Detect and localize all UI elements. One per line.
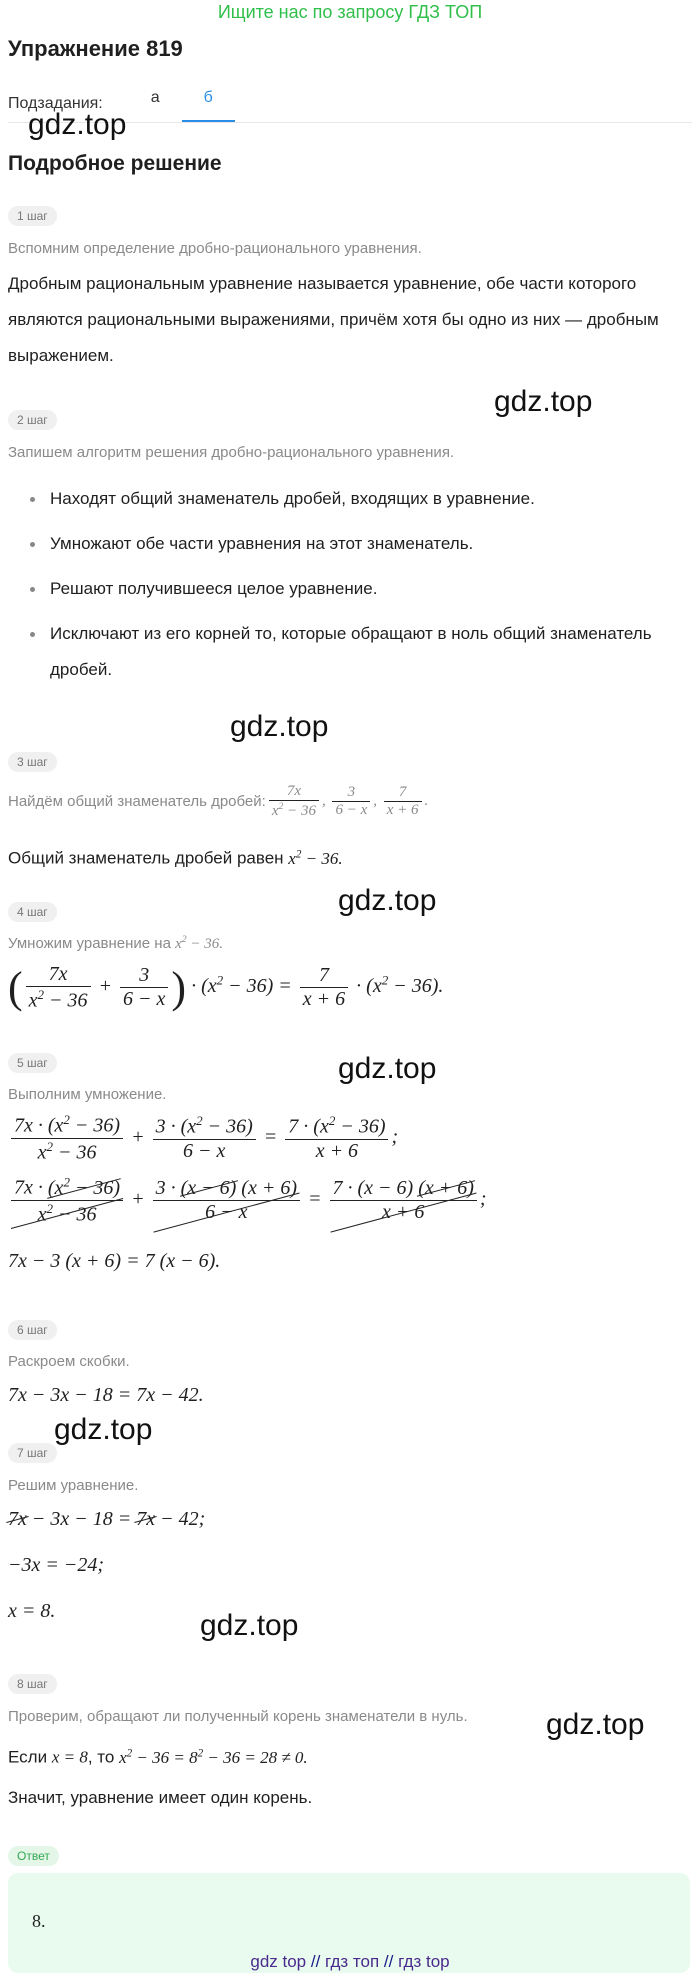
equation: $\frac{7x \cdot (x^2 - 36)}{x^2 - 36}$ + $\frac{3 \cdot (x - 6) (x + 6)}{6 - x}$ = $\frac{7 \cdot (x - 6) (x + 6)}{x + 6}$ ; xyxy=(8,1174,487,1226)
conclusion-text: Значит, уравнение имеет один корень. xyxy=(8,1788,313,1807)
list-item: Умножают обе части уравнения на этот знаменатель. xyxy=(8,526,688,562)
footer-separator: // xyxy=(383,1952,394,1971)
watermark: gdz.top xyxy=(54,1413,153,1446)
algorithm-list xyxy=(8,481,688,697)
watermark: gdz.top xyxy=(338,884,437,917)
equation: x = 8. xyxy=(8,1600,56,1622)
equation: ( $\frac{7x}{x^2 - 36}$ + $\frac{3}{6 - x}$ ) · $(x^2 - 36)$ = $\frac{7}{x + 6}$ · $(x^2 - 36)$. xyxy=(8,962,444,1012)
equation: 7x − 3 (x + 6) = 7 (x − 6). xyxy=(8,1250,221,1272)
step-badge: 3 шаг xyxy=(8,752,57,772)
step-hint: Вспомним определение дробно-рационального уравнения. xyxy=(8,240,422,257)
step-hint: Умножим уравнение на $x^2 - 36$. xyxy=(8,934,224,952)
list-item: Находят общий знаменатель дробей, входящих в уравнение. xyxy=(8,481,688,517)
watermark: gdz.top xyxy=(338,1052,437,1085)
list-item: Решают получившееся целое уравнение. xyxy=(8,571,688,607)
step-text: Дробным рациональным уравнение называется уравнение, обе части которого являются рациональными выражениями, причём хотя бы одно из них — дробным выражением. xyxy=(8,274,659,365)
watermark: gdz.top xyxy=(28,108,127,141)
watermark: gdz.top xyxy=(546,1708,645,1741)
page-title: Упражнение 819 xyxy=(8,36,183,61)
footer-links xyxy=(0,1952,700,1972)
step-hint: Найдём общий знаменатель дробей: $\frac{7x}{x^2 - 36}$ , $\frac{3}{6 - x}$ , $\frac{7}{x + 6}$ . xyxy=(8,783,429,819)
list-item: Исключают из его корней то, которые обращают в ноль общий знаменатель дробей. xyxy=(8,616,688,688)
step-badge: 7 шаг xyxy=(8,1443,57,1463)
step-text: Если x = 8, то $x^2 - 36 = 8^2 - 36 = 28 \ne 0$. xyxy=(8,1747,308,1767)
tab-b[interactable]: б xyxy=(182,86,235,122)
watermark: gdz.top xyxy=(494,385,593,418)
footer-link[interactable]: гдз топ xyxy=(325,1952,380,1971)
step-text: Общий знаменатель дробей равен $x^2 - 36$. xyxy=(8,848,343,868)
step-hint: Выполним умножение. xyxy=(8,1086,167,1103)
equation: 7x − 3x − 18 = 7x − 42; xyxy=(8,1508,206,1530)
watermark: gdz.top xyxy=(200,1609,299,1642)
answer-badge: Ответ xyxy=(8,1846,59,1866)
step-badge: 4 шаг xyxy=(8,902,57,922)
equation: −3x = −24; xyxy=(8,1554,105,1576)
footer-link[interactable]: gdz top xyxy=(250,1952,307,1971)
step-badge: 6 шаг xyxy=(8,1320,57,1340)
section-title: Подробное решение xyxy=(8,152,222,175)
footer-separator: // xyxy=(310,1952,321,1971)
answer-value: 8. xyxy=(32,1911,46,1931)
watermark: gdz.top xyxy=(230,710,329,743)
step-badge: 5 шаг xyxy=(8,1053,57,1073)
top-banner: Ищите нас по запросу ГДЗ ТОП xyxy=(217,2,483,22)
step-badge: 8 шаг xyxy=(8,1674,57,1694)
footer-link[interactable]: гдз top xyxy=(398,1952,450,1971)
tab-a[interactable]: а xyxy=(150,89,160,106)
equation: 7x − 3x − 18 = 7x − 42. xyxy=(8,1384,204,1406)
step-hint: Раскроем скобки. xyxy=(8,1353,130,1370)
step-hint: Запишем алгоритм решения дробно-рационального уравнения. xyxy=(8,444,455,461)
step-hint: Проверим, обращают ли полученный корень знаменатели в нуль. xyxy=(8,1708,468,1725)
subtasks-label: Подзадания: xyxy=(8,95,103,112)
equation: $\frac{7x \cdot (x^2 - 36)}{x^2 - 36}$ + $\frac{3 \cdot (x^2 - 36)}{6 - x}$ = $\frac{7 \cdot (x^2 - 36)}{x + 6}$ ; xyxy=(8,1112,398,1164)
step-badge: 1 шаг xyxy=(8,206,57,226)
step-badge: 2 шаг xyxy=(8,410,57,430)
step-hint: Решим уравнение. xyxy=(8,1477,139,1494)
